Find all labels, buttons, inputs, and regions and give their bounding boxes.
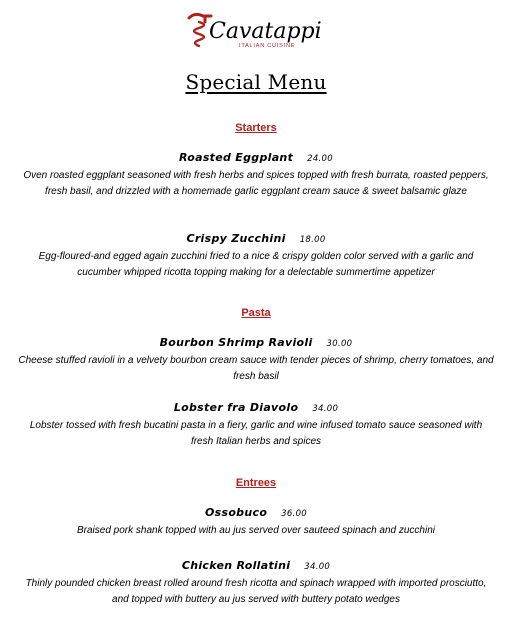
item-price: 36.00 bbox=[281, 509, 308, 519]
section-heading-entrees: Entrees bbox=[235, 477, 277, 489]
item-description: Lobster tossed with fresh bucatini pasta in a fiery, garlic and wine infused tomato sauce seasoned with fresh Italian herbs and spices bbox=[29, 420, 483, 447]
brand-tagline: ITALIAN CUISINE bbox=[239, 43, 296, 49]
item-description: Egg-floured-and egged again zucchini fried to a nice & crispy golden color served with a garlic and cucumber whipped ricotta topping making for a delectable summertime appetizer bbox=[38, 251, 474, 278]
menu-item-title bbox=[0, 232, 512, 245]
menu-item-title bbox=[0, 401, 512, 414]
menu-item-title bbox=[0, 559, 512, 572]
restaurant-logo bbox=[0, 8, 512, 54]
item-name: Chicken Rollatini bbox=[181, 559, 291, 572]
item-description: Oven roasted eggplant seasoned with fresh herbs and spices topped with fresh burrata, roasted peppers, fresh basil, and drizzled with a homemade garlic eggplant cream sauce & sweet balsamic glaze bbox=[23, 170, 489, 197]
item-price: 24.00 bbox=[307, 154, 333, 164]
item-price: 18.00 bbox=[299, 235, 326, 245]
item-price: 34.00 bbox=[304, 562, 331, 572]
item-name: Roasted Eggplant bbox=[179, 151, 294, 164]
item-name: Ossobuco bbox=[204, 506, 268, 519]
corkscrew-logo-icon bbox=[181, 8, 331, 54]
item-description: Braised pork shank topped with au jus served over sauteed spinach and zucchini bbox=[77, 525, 435, 536]
item-price: 34.00 bbox=[312, 404, 339, 414]
item-description: Cheese stuffed ravioli in a velvety bourbon cream sauce with tender pieces of shrimp, cherry tomatoes, and fresh basil bbox=[18, 355, 494, 382]
item-price: 30.00 bbox=[326, 339, 353, 349]
brand-name: Cavatappi bbox=[209, 19, 322, 44]
menu-item-title bbox=[0, 151, 512, 164]
item-name: Lobster fra Diavolo bbox=[173, 401, 299, 414]
item-description: Thinly pounded chicken breast rolled around fresh ricotta and spinach wrapped with imported prosciutto, and topped with buttery au jus served with buttery potato wedges bbox=[25, 578, 487, 605]
section-heading-starters: Starters bbox=[235, 122, 277, 134]
menu-item-title bbox=[0, 506, 512, 519]
item-name: Bourbon Shrimp Ravioli bbox=[159, 336, 313, 349]
section-heading-pasta: Pasta bbox=[241, 307, 271, 319]
menu-item-title bbox=[0, 336, 512, 349]
menu-title: Special Menu bbox=[185, 70, 327, 94]
item-name: Crispy Zucchini bbox=[186, 232, 286, 245]
